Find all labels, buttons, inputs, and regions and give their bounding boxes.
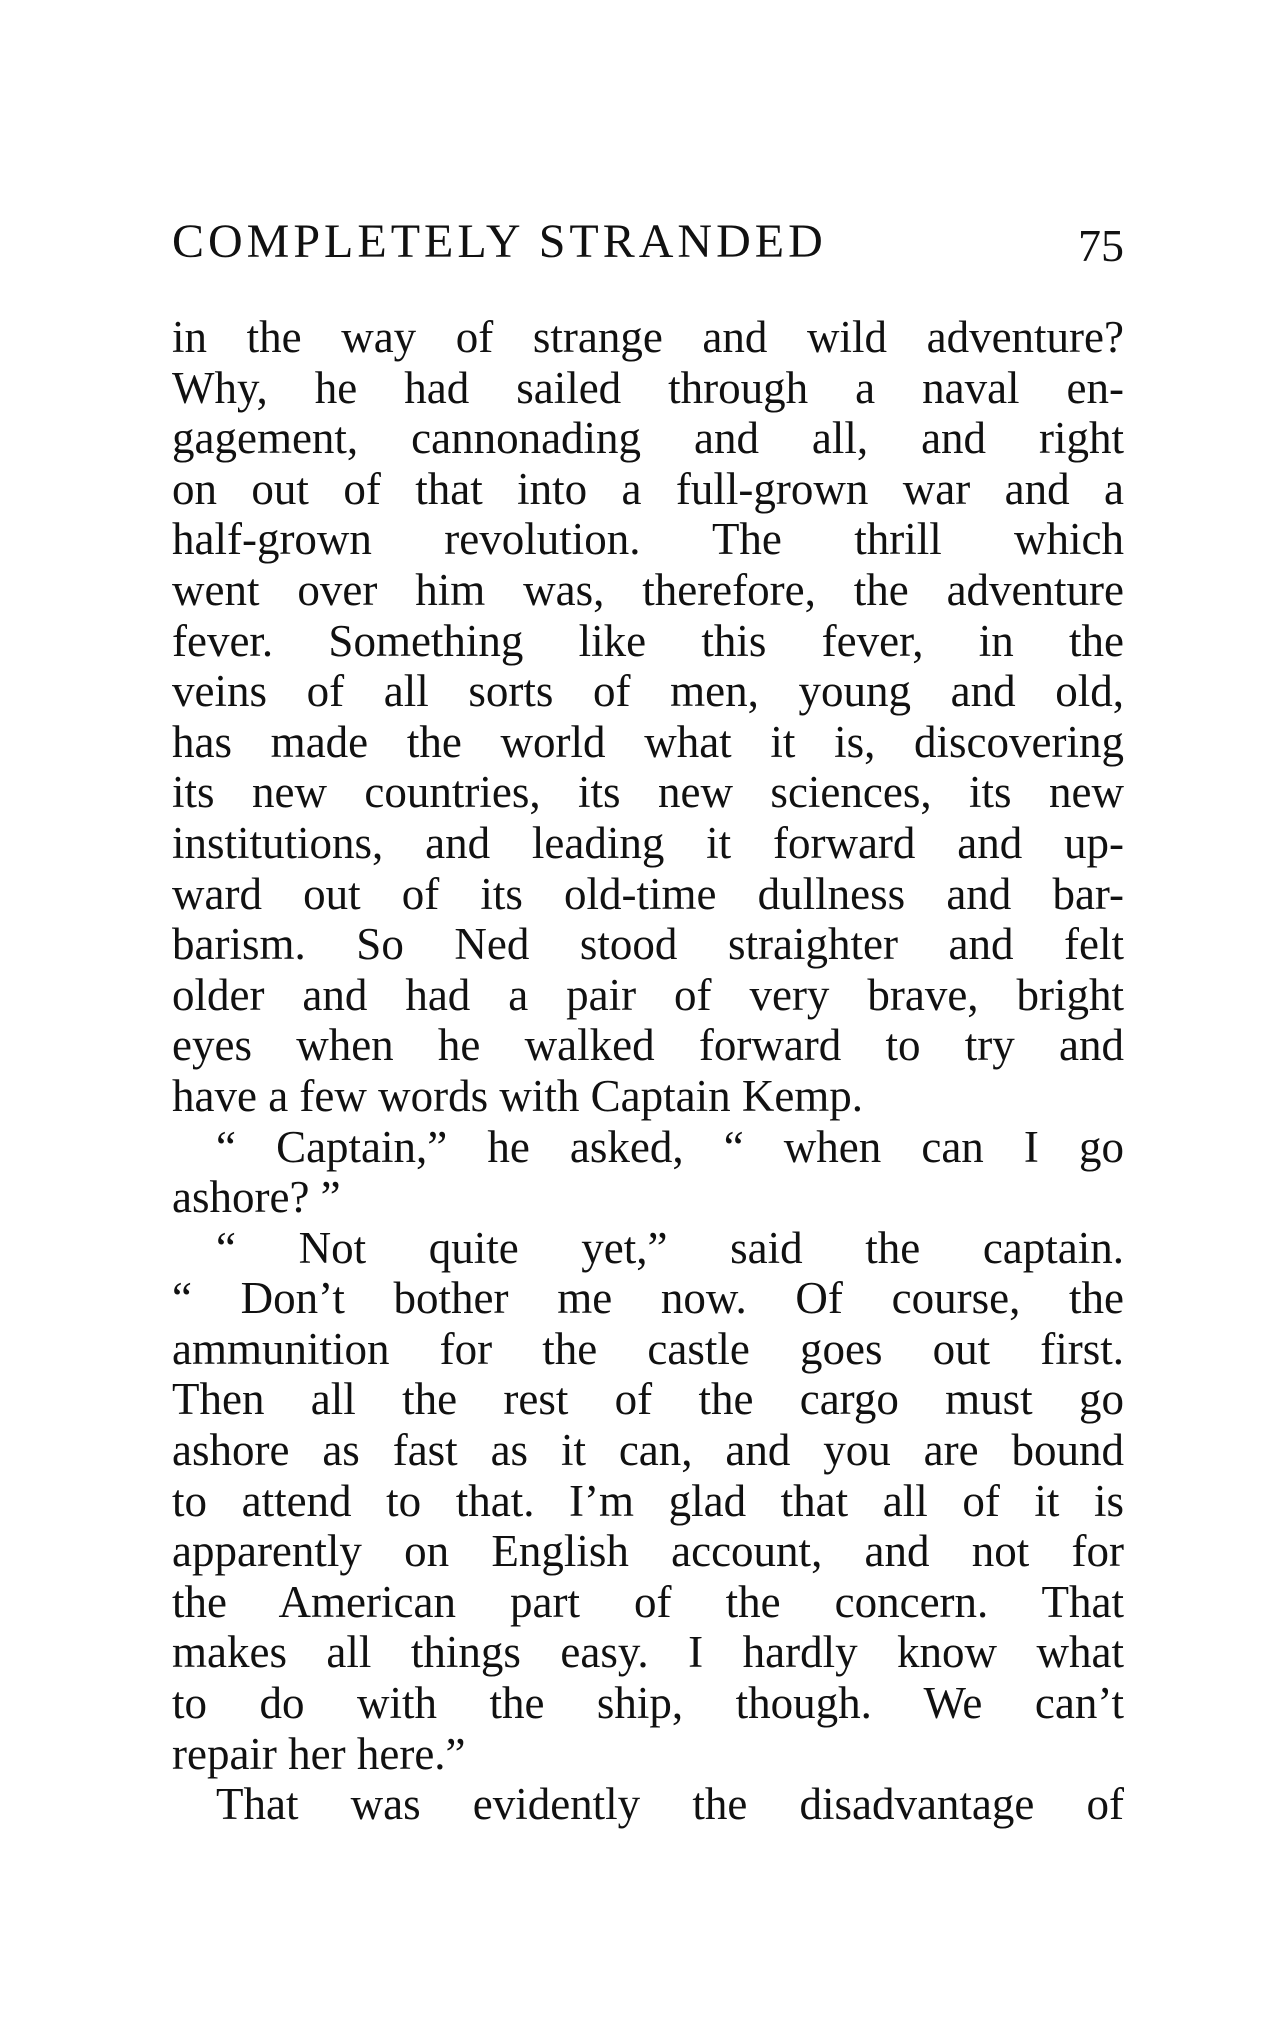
text-line: has made the world what it is, discovering (172, 716, 1124, 767)
text-line: its new countries, its new sciences, its new (172, 767, 1124, 818)
text-line: on out of that into a full-grown war and a (172, 463, 1124, 514)
text-line: half-grown revolution. The thrill which (172, 514, 1124, 565)
text-line: ward out of its old-time dullness and bar- (172, 868, 1124, 919)
text-line: “ Don’t bother me now. Of course, the (172, 1273, 1124, 1324)
text-line: older and had a pair of very brave, bright (172, 969, 1124, 1020)
text-line: eyes when he walked forward to try and (172, 1020, 1124, 1071)
text-line: Then all the rest of the cargo must go (172, 1374, 1124, 1425)
text-line: ashore as fast as it can, and you are bound (172, 1425, 1124, 1476)
body-text (172, 312, 1124, 1830)
text-line: ashore? ” (172, 1172, 341, 1223)
text-line: went over him was, therefore, the adventure (172, 564, 1124, 615)
text-line: barism. So Ned stood straighter and felt (172, 919, 1124, 970)
text-line: “ Not quite yet,” said the captain. (216, 1222, 1124, 1273)
text-line: fever. Something like this fever, in the (172, 615, 1124, 666)
text-line: ammunition for the castle goes out first. (172, 1323, 1124, 1374)
chapter-title: COMPLETELY STRANDED (172, 215, 827, 268)
text-line: That was evidently the disadvantage of (216, 1779, 1124, 1830)
text-line: Why, he had sailed through a naval en- (172, 362, 1124, 413)
text-line: to do with the ship, though. We can’t (172, 1678, 1124, 1729)
text-line: the American part of the concern. That (172, 1576, 1124, 1627)
text-line: makes all things easy. I hardly know what (172, 1627, 1124, 1678)
text-line: veins of all sorts of men, young and old, (172, 666, 1124, 717)
text-line: have a few words with Captain Kemp. (172, 1070, 864, 1121)
page-number: 75 (1078, 220, 1124, 271)
text-line: institutions, and leading it forward and up- (172, 817, 1124, 868)
text-line: repair her here.” (172, 1728, 466, 1779)
text-line: gagement, cannonading and all, and right (172, 413, 1124, 464)
text-line: to attend to that. I’m glad that all of it is (172, 1475, 1124, 1526)
text-line: in the way of strange and wild adventure? (172, 312, 1124, 362)
running-head (172, 212, 1124, 272)
text-line: apparently on English account, and not for (172, 1526, 1124, 1577)
text-line: “ Captain,” he asked, “ when can I go (216, 1121, 1124, 1172)
